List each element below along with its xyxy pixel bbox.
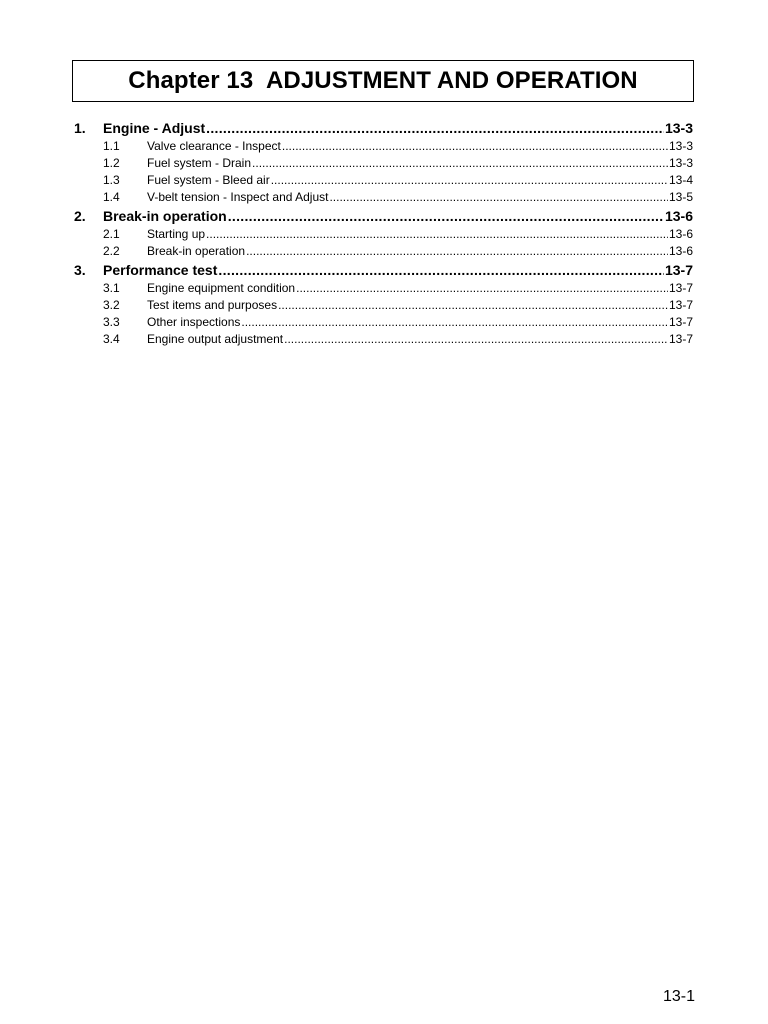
dot-leader bbox=[206, 226, 668, 243]
item-page: 13-6 bbox=[668, 227, 693, 241]
toc-item-row[interactable] bbox=[74, 226, 693, 243]
item-title: Fuel system - Drain bbox=[147, 156, 252, 170]
item-title: Valve clearance - Inspect bbox=[147, 139, 281, 153]
item-number: 1.4 bbox=[103, 190, 120, 204]
item-number: 3.1 bbox=[103, 281, 120, 295]
section-number: 2. bbox=[74, 208, 86, 224]
toc-section-row[interactable] bbox=[74, 206, 693, 226]
toc-item-row[interactable] bbox=[74, 314, 693, 331]
item-number: 2.2 bbox=[103, 244, 120, 258]
item-number: 1.2 bbox=[103, 156, 120, 170]
toc-item-row[interactable] bbox=[74, 331, 693, 348]
item-title: Engine equipment condition bbox=[147, 281, 296, 295]
item-page: 13-3 bbox=[668, 139, 693, 153]
dot-leader bbox=[282, 138, 668, 155]
dot-leader bbox=[218, 260, 664, 280]
toc-item-row[interactable] bbox=[74, 155, 693, 172]
item-title: Engine output adjustment bbox=[147, 332, 284, 346]
item-title: Other inspections bbox=[147, 315, 241, 329]
item-title: Test items and purposes bbox=[147, 298, 278, 312]
toc-item-row[interactable] bbox=[74, 138, 693, 155]
toc-item-row[interactable] bbox=[74, 297, 693, 314]
dot-leader bbox=[228, 206, 664, 226]
chapter-title: Chapter 13 ADJUSTMENT AND OPERATION bbox=[128, 67, 638, 94]
dot-leader bbox=[296, 280, 668, 297]
item-title: Fuel system - Bleed air bbox=[147, 173, 270, 187]
item-title: Break-in operation bbox=[147, 244, 246, 258]
item-number: 3.2 bbox=[103, 298, 120, 312]
dot-leader bbox=[246, 243, 668, 260]
item-title: V-belt tension - Inspect and Adjust bbox=[147, 190, 329, 204]
item-page: 13-5 bbox=[668, 190, 693, 204]
toc-item-row[interactable] bbox=[74, 243, 693, 260]
table-of-contents bbox=[74, 118, 693, 348]
section-page: 13-7 bbox=[664, 262, 693, 278]
item-page: 13-6 bbox=[668, 244, 693, 258]
toc-section-row[interactable] bbox=[74, 118, 693, 138]
item-page: 13-7 bbox=[668, 298, 693, 312]
section-number: 3. bbox=[74, 262, 86, 278]
item-title: Starting up bbox=[147, 227, 206, 241]
item-number: 3.3 bbox=[103, 315, 120, 329]
item-number: 1.3 bbox=[103, 173, 120, 187]
toc-section bbox=[74, 118, 693, 206]
item-page: 13-7 bbox=[668, 281, 693, 295]
toc-section bbox=[74, 260, 693, 348]
toc-section-row[interactable] bbox=[74, 260, 693, 280]
section-number: 1. bbox=[74, 120, 86, 136]
dot-leader bbox=[241, 314, 668, 331]
dot-leader bbox=[329, 189, 668, 206]
dot-leader bbox=[271, 172, 668, 189]
item-page: 13-4 bbox=[668, 173, 693, 187]
section-title: Performance test bbox=[103, 262, 218, 278]
chapter-title-box bbox=[72, 60, 694, 102]
dot-leader bbox=[252, 155, 668, 172]
section-page: 13-6 bbox=[664, 208, 693, 224]
section-title: Engine - Adjust bbox=[103, 120, 206, 136]
dot-leader bbox=[206, 118, 664, 138]
item-page: 13-7 bbox=[668, 315, 693, 329]
item-number: 1.1 bbox=[103, 139, 120, 153]
item-number: 2.1 bbox=[103, 227, 120, 241]
toc-item-row[interactable] bbox=[74, 172, 693, 189]
toc-section bbox=[74, 206, 693, 260]
section-page: 13-3 bbox=[664, 120, 693, 136]
dot-leader bbox=[278, 297, 668, 314]
footer-page-number: 13-1 bbox=[662, 988, 695, 1005]
section-title: Break-in operation bbox=[103, 208, 227, 224]
item-number: 3.4 bbox=[103, 332, 120, 346]
toc-item-row[interactable] bbox=[74, 280, 693, 297]
toc-item-row[interactable] bbox=[74, 189, 693, 206]
item-page: 13-3 bbox=[668, 156, 693, 170]
dot-leader bbox=[284, 331, 668, 348]
item-page: 13-7 bbox=[668, 332, 693, 346]
